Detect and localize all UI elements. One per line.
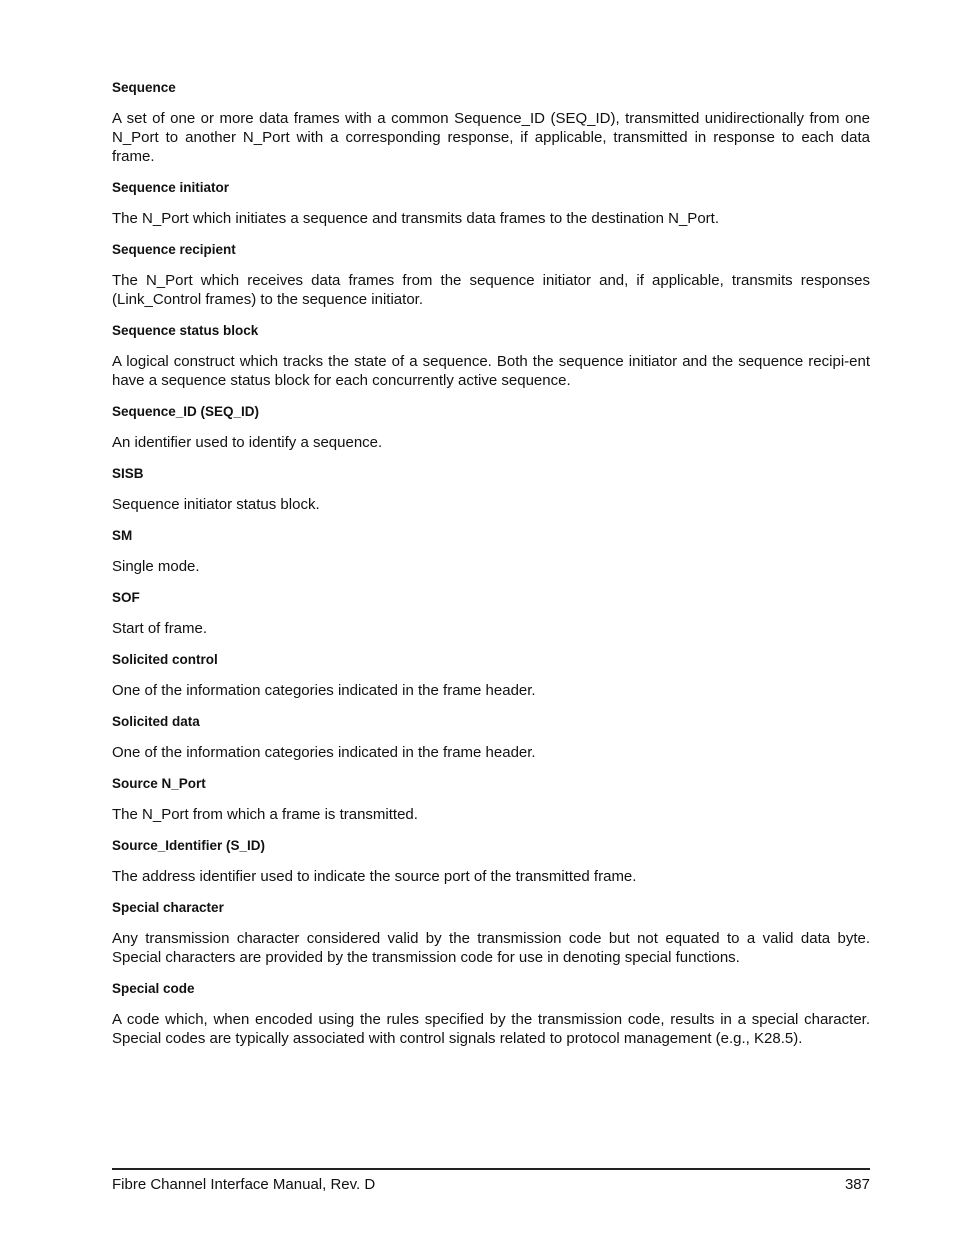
glossary-term: Sequence_ID (SEQ_ID) bbox=[112, 404, 260, 419]
glossary-term: Source N_Port bbox=[112, 776, 206, 791]
glossary-definition: The N_Port which receives data frames from the sequence initiator and, if applicable, transmits responses (Link_Control frames) to the sequence initiator. bbox=[112, 272, 870, 308]
glossary-entry bbox=[112, 528, 870, 576]
glossary-entry bbox=[112, 776, 870, 824]
glossary-entry bbox=[112, 404, 870, 452]
glossary-entry bbox=[112, 80, 870, 166]
glossary-definition: One of the information categories indicated in the frame header. bbox=[112, 744, 536, 761]
glossary-definition: The address identifier used to indicate the source port of the transmitted frame. bbox=[112, 868, 637, 885]
glossary-term: Sequence initiator bbox=[112, 180, 230, 195]
glossary-entry bbox=[112, 466, 870, 514]
glossary-term: Sequence recipient bbox=[112, 242, 236, 257]
glossary-entry bbox=[112, 180, 870, 228]
glossary-definition: An identifier used to identify a sequence. bbox=[112, 434, 383, 451]
glossary-term: SOF bbox=[112, 590, 140, 605]
glossary-definition: Single mode. bbox=[112, 558, 200, 575]
glossary-entry bbox=[112, 714, 870, 762]
glossary-term: Special character bbox=[112, 900, 224, 915]
glossary-term: Solicited control bbox=[112, 652, 218, 667]
glossary-definition: A set of one or more data frames with a common Sequence_ID (SEQ_ID), transmitted unidirectionally from one N_Port to another N_Port with a corresponding response, if applicable, transmitted in response to each data frame. bbox=[112, 110, 870, 165]
footer-page-number: 387 bbox=[844, 1176, 870, 1193]
glossary-definition: One of the information categories indicated in the frame header. bbox=[112, 682, 536, 699]
glossary-term: Source_Identifier (S_ID) bbox=[112, 838, 266, 853]
glossary-term: Sequence status block bbox=[112, 323, 259, 338]
glossary-definition: Start of frame. bbox=[112, 620, 208, 637]
glossary-definition: A code which, when encoded using the rules specified by the transmission code, results in a special character. Special codes are typically associated with control signals related to protocol management (e.g., K28.5). bbox=[112, 1011, 870, 1047]
glossary-definition: Any transmission character considered valid by the transmission code but not equated to a valid data byte. Special characters are provided by the transmission code for use in denoting special functions. bbox=[112, 930, 870, 966]
glossary-entry bbox=[112, 590, 870, 638]
glossary-entry bbox=[112, 652, 870, 700]
glossary-entry bbox=[112, 981, 870, 1048]
glossary-definition: The N_Port which initiates a sequence and transmits data frames to the destination N_Port. bbox=[112, 210, 719, 227]
glossary-term: SM bbox=[112, 528, 133, 543]
glossary-definition: A logical construct which tracks the state of a sequence. Both the sequence initiator and the sequence recipi-ent have a sequence status block for each concurrently active sequence. bbox=[112, 353, 870, 389]
glossary-entry bbox=[112, 242, 870, 309]
glossary-term: Sequence bbox=[112, 80, 176, 95]
glossary-list bbox=[112, 80, 870, 1062]
footer-manual-title: Fibre Channel Interface Manual, Rev. D bbox=[112, 1176, 376, 1193]
glossary-entry bbox=[112, 323, 870, 390]
glossary-term: SISB bbox=[112, 466, 144, 481]
glossary-definition: The N_Port from which a frame is transmitted. bbox=[112, 806, 418, 823]
glossary-term: Solicited data bbox=[112, 714, 200, 729]
footer-divider bbox=[112, 1168, 870, 1170]
glossary-entry bbox=[112, 900, 870, 967]
glossary-term: Special code bbox=[112, 981, 195, 996]
glossary-definition: Sequence initiator status block. bbox=[112, 496, 320, 513]
glossary-entry bbox=[112, 838, 870, 886]
